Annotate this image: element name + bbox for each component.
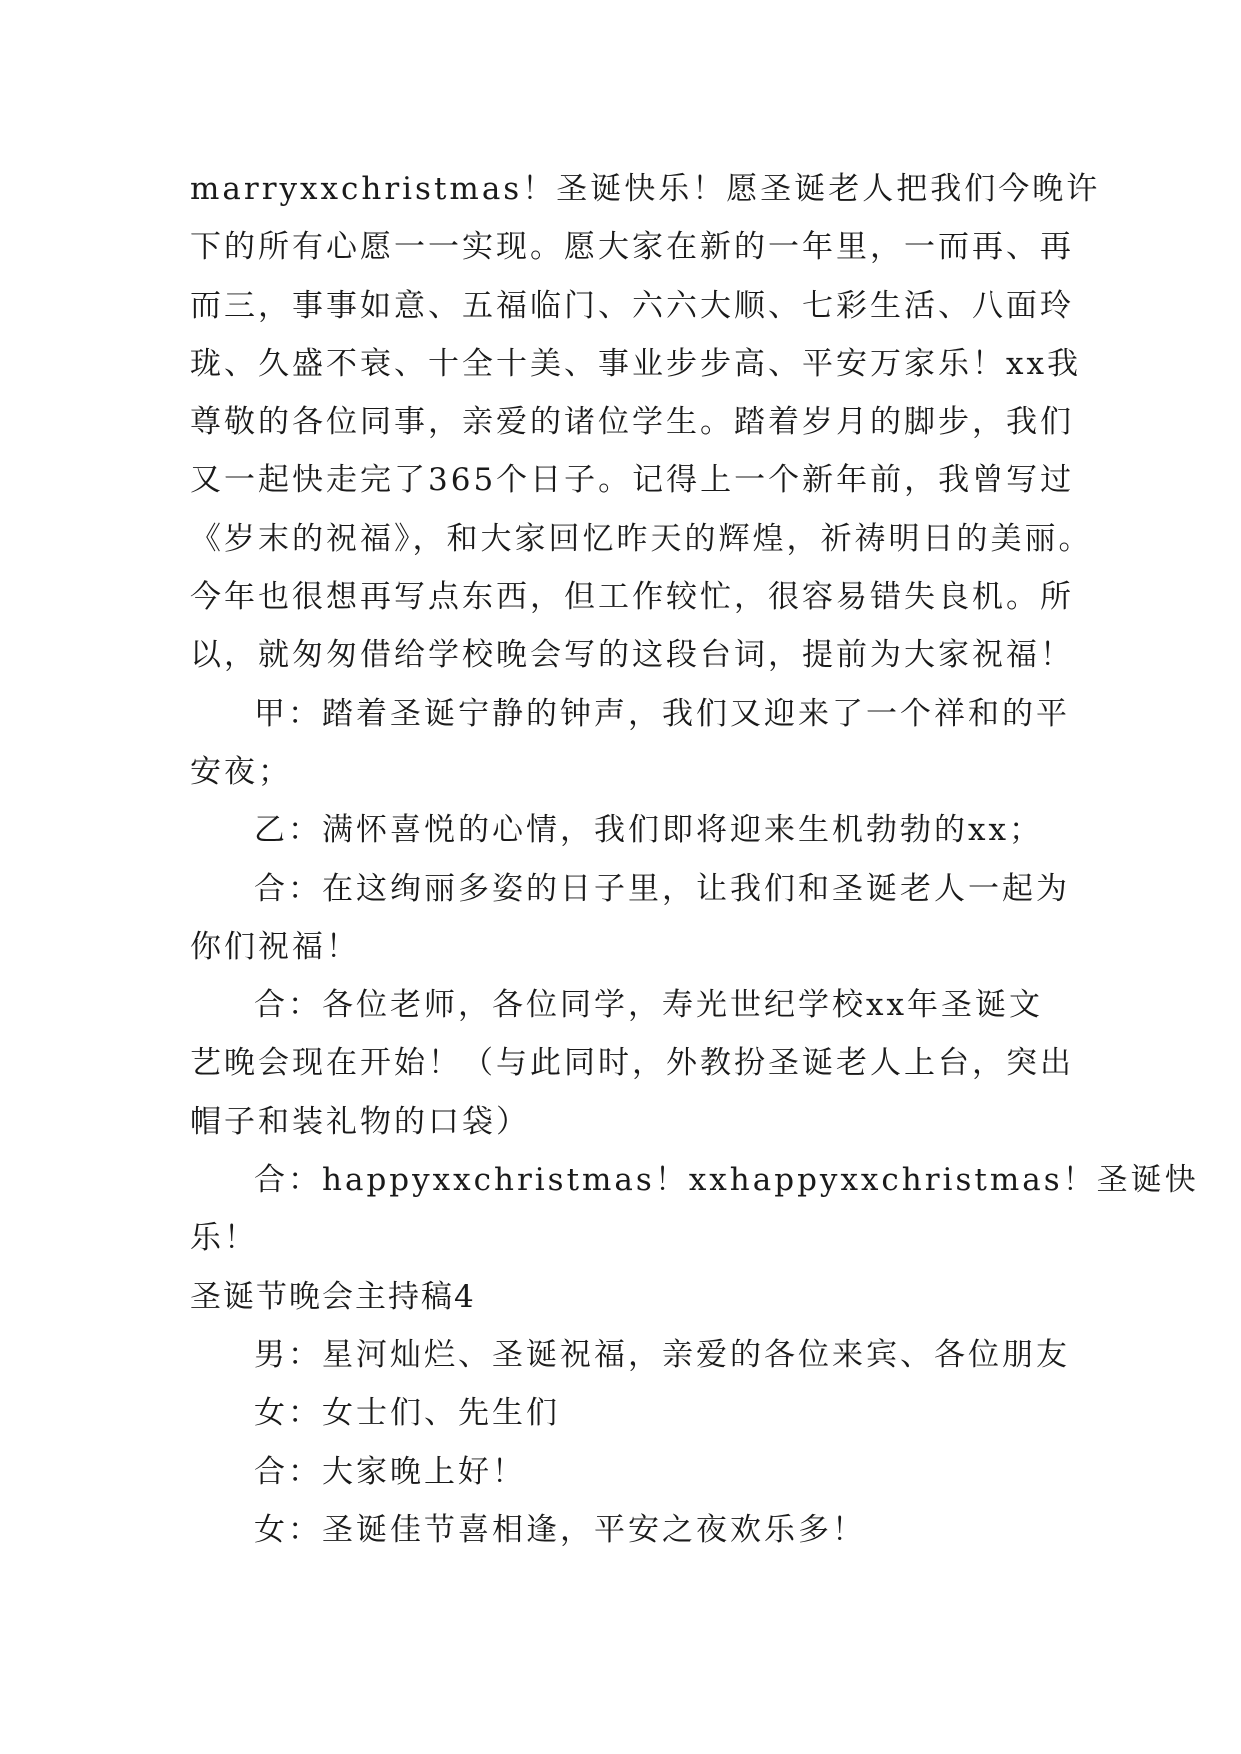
text-line: marryxxchristmas！圣诞快乐！愿圣诞老人把我们今晚许 [190,171,1101,207]
section-heading: 圣诞节晚会主持稿4 [190,1278,476,1315]
text-line: 甲：踏着圣诞宁静的钟声，我们又迎来了一个祥和的平 [254,695,1070,732]
text-line: 合：各位老师，各位同学，寿光世纪学校xx年圣诞文 [254,987,1043,1024]
text-line: 《岁末的祝福》，和大家回忆昨天的辉煌，祈祷明日的美丽。 [190,520,1093,557]
text-line: 乐！ [190,1220,258,1257]
text-line: 合：大家晚上好！ [254,1453,526,1490]
text-line: 今年也很想再写点东西，但工作较忙，很容易错失良机。所 [190,579,1074,616]
text-line: 你们祝福！ [190,928,360,965]
text-line: 乙：满怀喜悦的心情，我们即将迎来生机勃勃的xx； [254,812,1043,849]
text-line: 男：星河灿烂、圣诞祝福，亲爱的各位来宾、各位朋友 [254,1336,1070,1373]
text-line: 女：女士们、先生们 [254,1395,560,1432]
text-line: 又一起快走完了365个日子。记得上一个新年前，我曾写过 [190,462,1075,499]
text-line: 下的所有心愿一一实现。愿大家在新的一年里，一而再、再 [190,229,1074,266]
text-line: 女：圣诞佳节喜相逢，平安之夜欢乐多！ [254,1511,866,1548]
text-line: 帽子和装礼物的口袋） [190,1103,530,1140]
text-line: 合：在这绚丽多姿的日子里，让我们和圣诞老人一起为 [254,870,1070,907]
text-line: 以，就匆匆借给学校晚会写的这段台词，提前为大家祝福！ [190,637,1074,674]
text-line: 合：happyxxchristmas！xxhappyxxchristmas！圣诞快 [254,1162,1199,1199]
text-line: 尊敬的各位同事，亲爱的诸位学生。踏着岁月的脚步，我们 [190,404,1074,441]
text-line: 安夜； [190,753,292,790]
text-line: 艺晚会现在开始！（与此同时，外教扮圣诞老人上台，突出 [190,1045,1074,1082]
document-body [190,160,1199,1559]
text-line: 珑、久盛不衰、十全十美、事业步步高、平安万家乐！xx我 [190,345,1081,382]
text-line: 而三，事事如意、五福临门、六六大顺、七彩生活、八面玲 [190,287,1074,324]
